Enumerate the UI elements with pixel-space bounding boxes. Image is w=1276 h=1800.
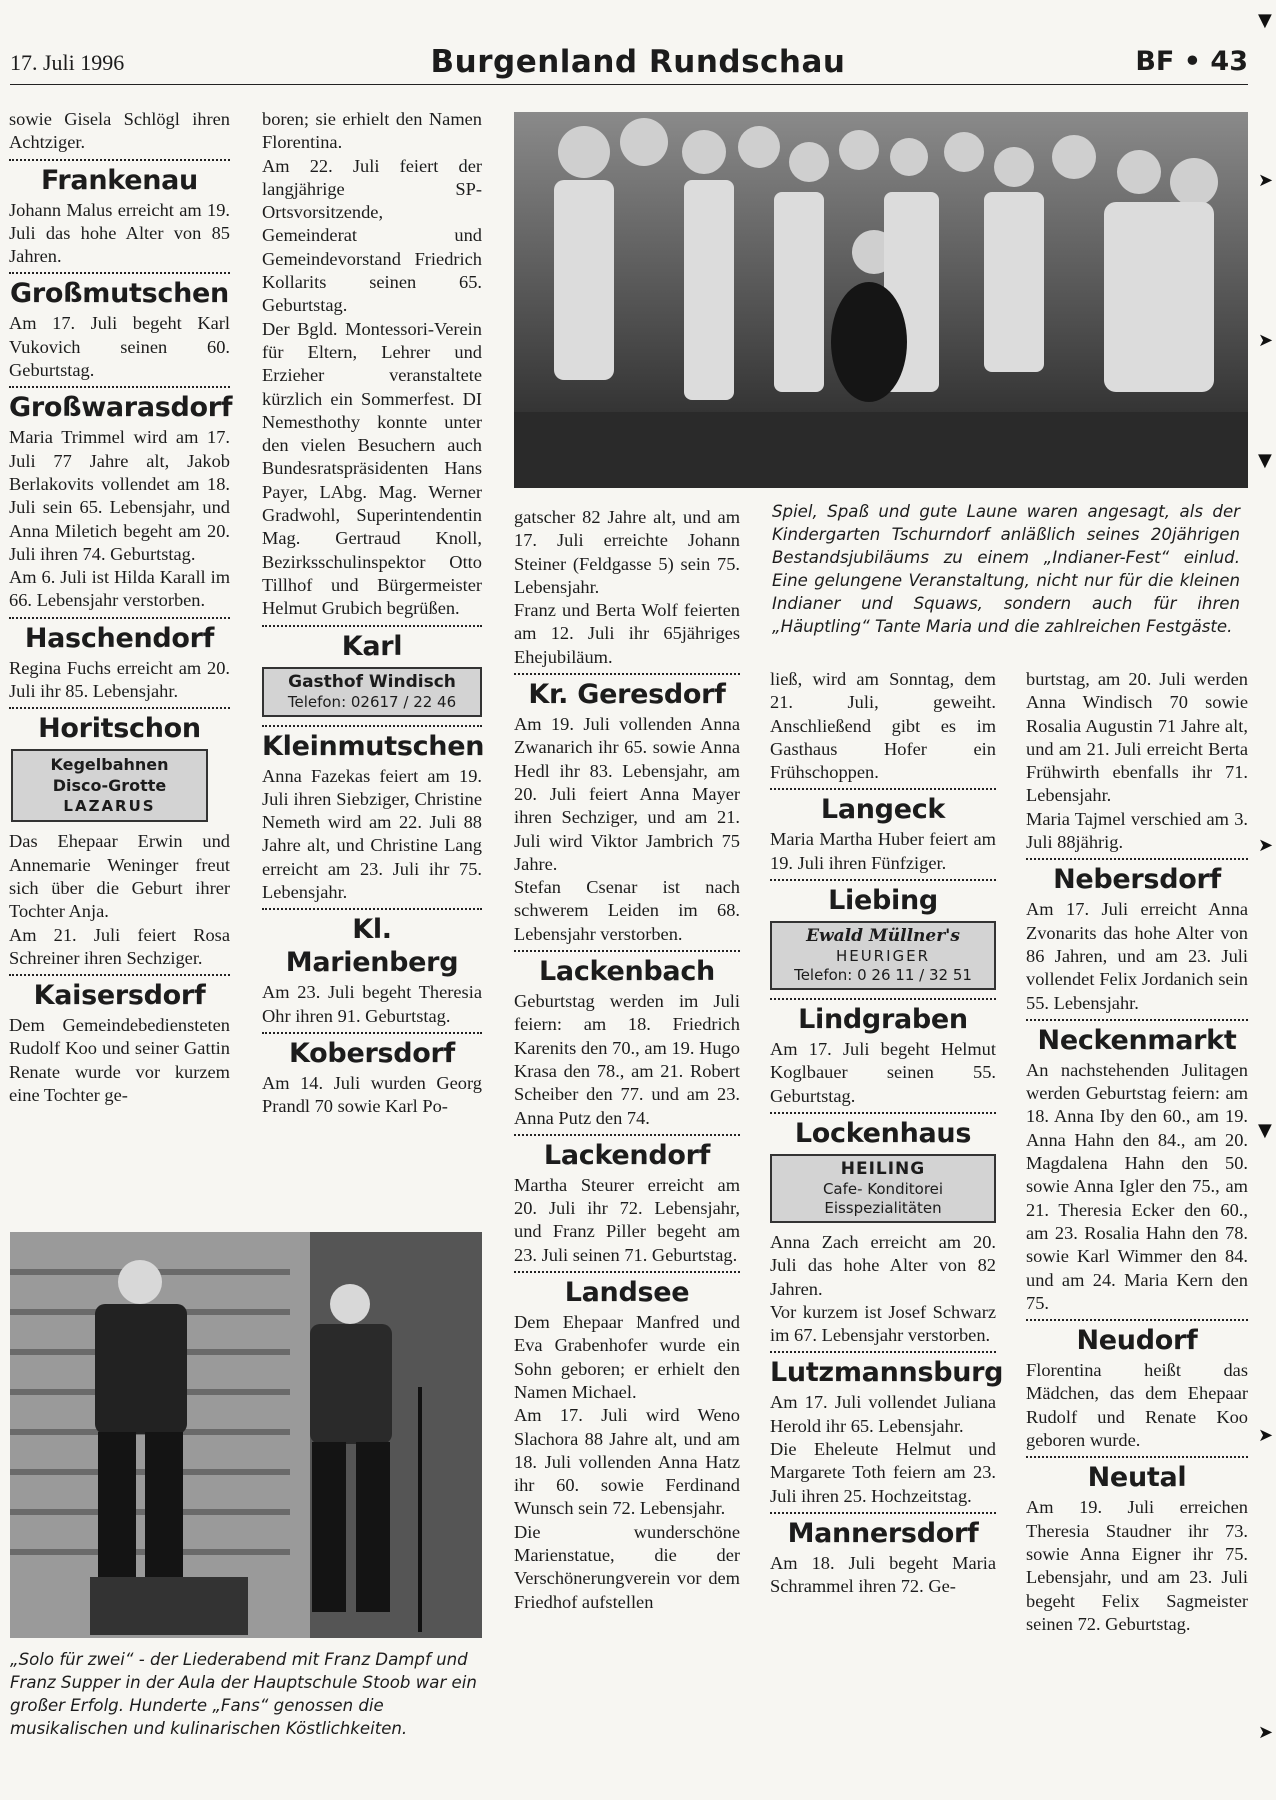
section-heading-neudorf: Neudorf [1076, 1325, 1198, 1357]
divider [9, 707, 230, 709]
article-text: Franz und Berta Wolf feierten am 12. Juli ihr 65jähriges Ehejubiläum. [514, 600, 740, 667]
article-text: Am 18. Juli begeht Maria Schrammel ihren 72. Ge- [770, 1552, 996, 1597]
article-text: Am 22. Juli feiert der langjährige SP-Ortsvorsitzende, Gemeinderat und Gemeindevorstand Friedrich Kollarits seinen 65. Geburtstag. [262, 155, 482, 316]
column-2 [262, 108, 485, 1119]
article-text: Am 17. Juli begeht Helmut Koglbauer seinen 55. Geburtstag. [770, 1039, 996, 1106]
section-heading-lackenbach: Lackenbach [539, 956, 715, 988]
divider [9, 974, 230, 976]
section-heading-lackendorf: Lackendorf [543, 1139, 711, 1171]
article-text: Florentina heißt das Mädchen, das dem Ehepaar Rudolf und Renate Koo geboren wurde. [1026, 1360, 1248, 1451]
ad-line: LAZARUS [63, 797, 156, 816]
article-text: Maria Martha Huber feiert am 19. Juli ihren Fünfziger. [770, 829, 996, 873]
section-heading-neutal: Neutal [1087, 1462, 1187, 1494]
scan-mark: ➤ [1258, 170, 1274, 191]
ad-line: Telefon: 02617 / 22 46 [287, 692, 457, 711]
photo-kindergarten-indianer-fest [514, 112, 1248, 488]
section-heading-lockenhaus: Lockenhaus [794, 1117, 972, 1149]
scan-mark: ➤ [1258, 1425, 1274, 1446]
article-text: Am 17. Juli wird Weno Slachora 88 Jahre alt, und am 18. Juli vollenden Anna Hatz ihr 60. sowie Ferdinand Wunsch sein 72. Lebensjahr. [514, 1405, 740, 1519]
ad-line: Kegelbahnen [50, 755, 169, 775]
section-heading-grosswarasdorf: Großwarasdorf [9, 392, 233, 424]
article-text: An nachstehenden Julitagen werden Geburtstag feiern: am 18. Anna Iby den 60., am 19. Anna Hahn den 84., am 20. Magdalena Hahn den 50. sowie Anna Igler den 75., am 21. Theresia Ecker den 60., am 23. Rosalia Hahn den 78. sowie Karl Wimmer den 84. und am 24. Maria Kern den 75. [1026, 1059, 1248, 1313]
article-text: Am 21. Juli feiert Rosa Schreiner ihren Sechziger. [9, 924, 230, 968]
section-heading-liebing: Liebing [828, 885, 938, 917]
article-text: Anna Fazekas feiert am 19. Juli ihren Siebziger, Christine Nemeth wird am 22. Juli 88 Jahre alt, und Christine Lang erreicht am 23. Juli ihr 75. Lebensjahr. [262, 765, 482, 903]
photo-caption-top: Spiel, Spaß und gute Laune waren angesagt, als der Kindergarten Tschurndorf anläßlich seines 20jährigen Bestandsjubiläums zu einem „Indianer-Fest“ einlud. Eine gelungene Veranstaltung, nicht nur für die kleinen Indianer und Squaws, sondern auch für ihren „Häuptling“ Tante Maria und die zahlreichen Festgäste. [772, 502, 1240, 636]
article-text: Am 19. Juli vollenden Anna Zwanarich ihr 65. sowie Anna Hedl ihr 83. Lebensjahr, am 20. Juli feiert Anna Mayer ihren Sechziger, und am 21. Juli wird Viktor Jambrich 75 Jahre. [514, 714, 740, 874]
page-number: BF • 43 [1135, 46, 1248, 77]
ad-line: Gasthof Windisch [288, 671, 456, 692]
divider [262, 625, 482, 627]
article-text: Am 17. Juli vollendet Juliana Herold ihr 65. Lebensjahr. [770, 1392, 996, 1436]
article-text: Stefan Csenar ist nach schwerem Leiden im 68. Lebensjahr verstorben. [514, 877, 740, 944]
section-heading-landsee: Landsee [564, 1277, 690, 1309]
divider [9, 159, 230, 161]
divider [770, 1351, 996, 1353]
section-heading-karl: Karl [341, 630, 403, 662]
column-5 [1026, 668, 1248, 1636]
scan-mark: ➤ [1258, 330, 1274, 351]
scan-mark: ➤ [1258, 1722, 1274, 1743]
divider [770, 788, 996, 790]
divider [1026, 1019, 1248, 1021]
photo-illustration [10, 1232, 482, 1638]
ad-line: Cafe- Konditorei [822, 1179, 944, 1198]
scan-mark: ▼ [1258, 1120, 1272, 1141]
article-text: Die Eheleute Helmut und Margarete Toth feiern am 23. Juli ihren 25. Hochzeitstag. [770, 1439, 996, 1506]
photo-solo-fuer-zwei [10, 1232, 482, 1638]
column-4 [770, 668, 1004, 1599]
ad-line: Eisspezialitäten [824, 1198, 942, 1217]
section-heading-horitschon: Horitschon [38, 713, 201, 745]
section-heading-kleinmutschen: Kleinmutschen [262, 730, 485, 762]
article-text: Geburtstag werden im Juli feiern: am 18. Friedrich Karenits den 70., am 19. Hugo Krasa den 78., am 21. Robert Scheiber den 77. und am 23. Anna Putz den 74. [514, 991, 740, 1128]
article-text: burtstag, am 20. Juli werden Anna Windisch 70 sowie Rosalia Augustin 71 Jahre alt, und am 21. Juli erreicht Berta Frühwirth ebenfalls ihr 71. Lebensjahr. [1026, 669, 1248, 806]
section-heading-frankenau: Frankenau [41, 164, 198, 196]
section-heading-lutzmannsburg: Lutzmannsburg [770, 1357, 1004, 1389]
article-text: Vor kurzem ist Josef Schwarz im 67. Lebensjahr verstorben. [770, 1301, 996, 1346]
divider [262, 725, 482, 727]
column-1 [9, 108, 233, 1107]
divider [770, 879, 996, 881]
article-text: Regina Fuchs erreicht am 20. Juli ihr 85. Lebensjahr. [9, 657, 230, 702]
article-text: Am 17. Juli begeht Karl Vukovich seinen 60. Geburtstag. [9, 313, 230, 381]
article-text: gatscher 82 Jahre alt, und am 17. Juli erreichte Johann Steiner (Feldgasse 5) sein 75. Lebensjahr. [514, 507, 740, 597]
section-heading-kobersdorf: Kobersdorf [289, 1037, 455, 1069]
ad-line: HEURIGER [835, 947, 931, 966]
article-text: ließ, wird am Sonntag, dem 21. Juli, geweiht. Anschließend gibt es im Gasthaus Hofer ein Frühschoppen. [770, 669, 996, 783]
divider [1026, 1456, 1248, 1458]
divider [262, 908, 482, 910]
section-heading-lindgraben: Lindgraben [798, 1004, 968, 1036]
article-text: Das Ehepaar Erwin und Annemarie Weninger freut sich über die Geburt ihrer Tochter Anja. [9, 831, 230, 922]
section-heading-langeck: Langeck [820, 794, 946, 826]
article-text: Der Bgld. Montessori-Verein für Eltern, Lehrer und Erzieher veranstaltete kürzlich ein Sommerfest. DI Nemesthothy konnte unter den vielen Besuchern auch Bundesratspräsidenten Hans Payer, LAbg. Mag. Werner Gradwohl, Superintendentin Mag. Gertraud Knoll, Bezirksschulinspektor Otto Tillhof und Bürgermeister Helmut Grubich begrüßen. [262, 318, 482, 619]
divider [9, 617, 230, 619]
ad-line: Disco-Grotte [52, 776, 167, 796]
divider [514, 1271, 740, 1273]
ad-line: HEILING [840, 1158, 926, 1179]
divider [514, 1134, 740, 1136]
photo-illustration [514, 112, 1248, 488]
column-3 [514, 506, 740, 1614]
divider [770, 998, 996, 1000]
divider [1026, 858, 1248, 860]
header-rule [10, 84, 1248, 85]
divider [1026, 1319, 1248, 1321]
section-heading-grossmutschen: Großmutschen [10, 278, 229, 310]
article-text: Johann Malus erreicht am 19. Juli das hohe Alter von 85 Jahren. [9, 199, 230, 267]
ad-line: Ewald Müllner's [806, 926, 960, 947]
article-text: Die wunderschöne Marienstatue, die der Verschönerungverein vor dem Friedhof aufstellen [514, 1521, 740, 1612]
article-text: Dem Ehepaar Manfred und Eva Grabenhofer wurde ein Sohn geboren; er erhielt den Namen Michael. [514, 1312, 740, 1402]
ad-gasthof-windisch [262, 667, 482, 717]
divider [9, 272, 230, 274]
divider [514, 950, 740, 952]
section-heading-mannersdorf: Mannersdorf [787, 1517, 979, 1549]
divider [9, 386, 230, 388]
divider [770, 1112, 996, 1114]
scan-mark: ➤ [1258, 835, 1274, 856]
article-text: Anna Zach erreicht am 20. Juli das hohe Alter von 82 Jahren. [770, 1231, 996, 1299]
ad-muellner-heuriger [770, 921, 996, 990]
divider [262, 1032, 482, 1034]
article-text: Maria Trimmel wird am 17. Juli 77 Jahre alt, Jakob Berlakovits vollendet am 18. Juli sein 65. Lebensjahr, und Anna Miletich begeht am 20. Juli ihren 74. Geburtstag. [9, 427, 230, 564]
issue-date: 17. Juli 1996 [10, 50, 125, 75]
ad-line: Telefon: 0 26 11 / 32 51 [794, 966, 972, 985]
intro-text: sowie Gisela Schlögl ihren Achtziger. [9, 109, 230, 153]
photo-caption-bottom: „Solo für zwei“ - der Liederabend mit Franz Dampf und Franz Supper in der Aula der Hauptschule Stoob war ein großer Erfolg. Hunderte „Fans“ genossen die musikalischen und kulinarischen Köstlichkeiten. [10, 1650, 477, 1738]
article-text: Maria Tajmel verschied am 3. Juli 88jährig. [1026, 808, 1248, 853]
article-text: boren; sie erhielt den Namen Florentina. [262, 109, 482, 153]
scan-mark: ▼ [1258, 450, 1272, 471]
section-heading-neckenmarkt: Neckenmarkt [1037, 1024, 1237, 1056]
ad-heiling-cafe [770, 1154, 996, 1223]
article-text: Martha Steurer erreicht am 20. Juli ihr 72. Lebensjahr, und Franz Piller begeht am 23. Juli seinen 71. Geburtstag. [514, 1174, 740, 1265]
article-text: Am 17. Juli erreicht Anna Zvonarits das hohe Alter von 86 Jahren, und am 23. Juli vollendet Felix Jordanich sein 55. Lebensjahr. [1026, 899, 1248, 1013]
ad-lazarus [11, 749, 208, 822]
article-text: Am 6. Juli ist Hilda Karall im 66. Lebensjahr verstorben. [9, 567, 230, 611]
section-heading-kaisersdorf: Kaisersdorf [33, 980, 206, 1012]
article-text: Am 14. Juli wurden Georg Prandl 70 sowie Karl Po- [262, 1072, 482, 1117]
article-text: Dem Gemeindebediensteten Rudolf Koo und seiner Gattin Renate wurde vor kurzem eine Tochter ge- [9, 1015, 230, 1106]
section-heading-nebersdorf: Nebersdorf [1053, 864, 1221, 896]
article-text: Am 19. Juli erreichen Theresia Staudner ihr 73. sowie Anna Eigner ihr 75. Lebensjahr, und am 23. Juli begeht Felix Sagmeister seinen 72. Geburtstag. [1026, 1497, 1248, 1634]
newspaper-title: Burgenland Rundschau [430, 44, 846, 80]
scan-mark: ▼ [1258, 10, 1272, 31]
divider [770, 1512, 996, 1514]
section-heading-haschendorf: Haschendorf [24, 622, 215, 654]
article-text: Am 23. Juli begeht Theresia Ohr ihren 91. Geburtstag. [262, 982, 482, 1026]
section-heading-kl-marienberg: Kl. Marienberg [285, 914, 459, 979]
divider [514, 673, 740, 675]
section-heading-kr-geresdorf: Kr. Geresdorf [528, 679, 726, 711]
